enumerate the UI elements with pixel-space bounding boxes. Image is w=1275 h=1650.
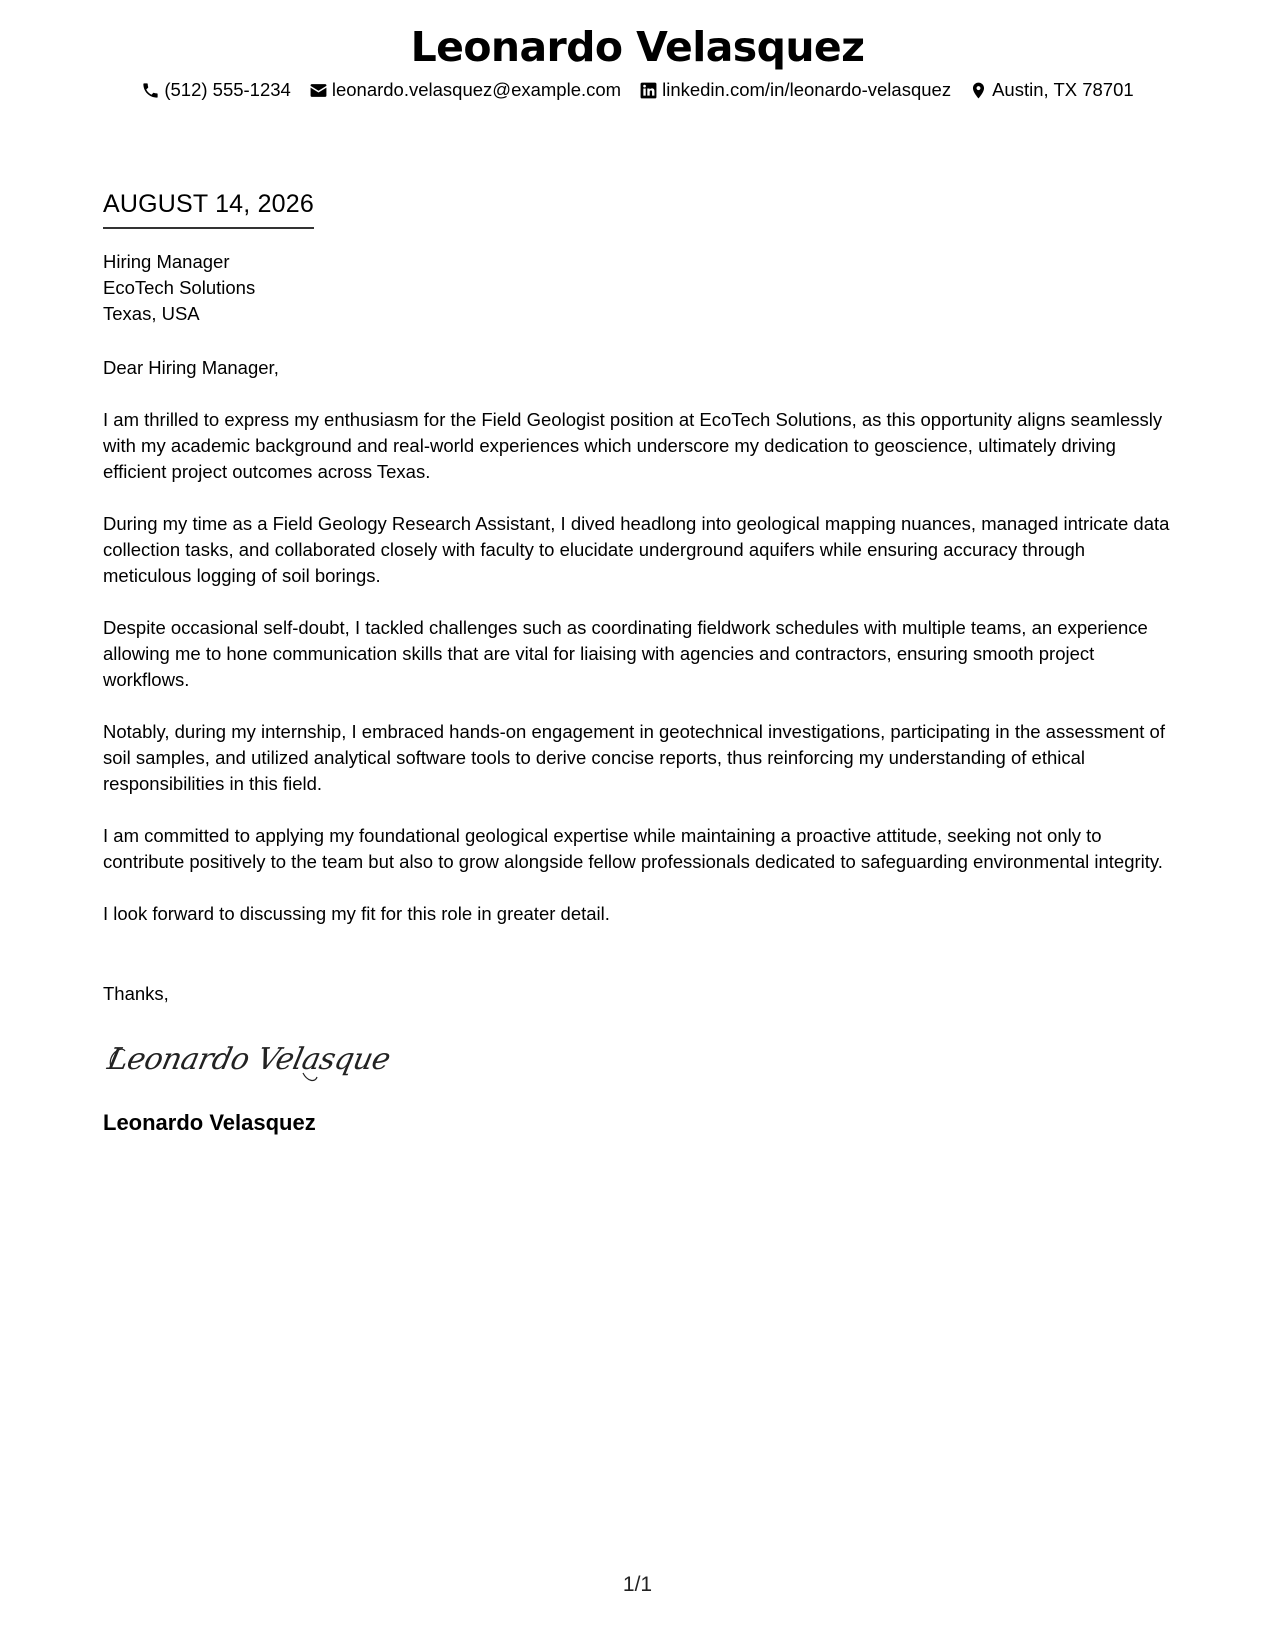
- body-paragraph: During my time as a Field Geology Research Assistant, I dived headlong into geological mapping nuances, managed intricate data collection tasks, and collaborated closely with faculty to elucidate underground aquifers while ensuring accuracy through meticulous logging of soil borings.: [103, 513, 1170, 586]
- letter-header: [0, 22, 1275, 102]
- contact-location: [969, 78, 1134, 102]
- handwritten-signature: [103, 1037, 1178, 1087]
- phone-text: (512) 555-1234: [164, 79, 291, 100]
- page-number: 1/1: [622, 1573, 653, 1596]
- body-paragraph: Notably, during my internship, I embraced hands-on engagement in geotechnical investigations, participating in the assessment of soil samples, and utilized analytical software tools to derive concise reports, thus reinforcing my understanding of ethical responsibilities in this field.: [103, 721, 1165, 794]
- contact-email[interactable]: [309, 78, 621, 102]
- closing: Thanks,: [103, 983, 169, 1004]
- body-paragraph: I am thrilled to express my enthusiasm for the Field Geologist position at EcoTech Solutions, as this opportunity aligns seamlessly with my academic background and real-world experiences which underscore my dedication to geoscience, ultimately driving efficient project outcomes across Texas.: [103, 409, 1163, 482]
- recipient-title: Hiring Manager: [103, 251, 230, 272]
- email-text: leonardo.velasquez@example.com: [331, 79, 622, 100]
- map-pin-icon: [969, 81, 988, 100]
- salutation: Dear Hiring Manager,: [103, 357, 279, 378]
- signature-image: [103, 1037, 394, 1087]
- body-paragraph: I am committed to applying my foundational geological expertise while maintaining a proactive attitude, seeking not only to contribute positively to the team but also to grow alongside fellow professionals dedicated to safeguarding environmental integrity.: [103, 825, 1163, 872]
- contact-linkedin[interactable]: [639, 78, 951, 102]
- phone-icon: [141, 81, 160, 100]
- signed-name: Leonardo Velasquez: [103, 1110, 316, 1135]
- location-text: Austin, TX 78701: [992, 79, 1134, 100]
- linkedin-icon: [639, 81, 658, 100]
- body-paragraph: I look forward to discussing my fit for this role in greater detail.: [103, 903, 610, 924]
- letter-date: AUGUST 14, 2026: [103, 187, 314, 229]
- envelope-icon: [309, 81, 328, 100]
- letter-body: [103, 187, 1178, 1137]
- contact-phone[interactable]: [141, 78, 291, 102]
- recipient-company: EcoTech Solutions: [103, 277, 256, 298]
- svg-text:Leonardo Velasque: Leonardo Velasque: [104, 1042, 394, 1077]
- body-paragraph: Despite occasional self-doubt, I tackled challenges such as coordinating fieldwork schedules with multiple teams, an experience allowing me to hone communication skills that are vital for liaising with agencies and contractors, ensuring smooth project workflows.: [103, 617, 1148, 690]
- applicant-name: Leonardo Velasquez: [410, 23, 865, 71]
- recipient-location: Texas, USA: [103, 303, 200, 324]
- contact-bar: [0, 78, 1275, 102]
- recipient-block: [103, 249, 1178, 327]
- linkedin-text: linkedin.com/in/leonardo-velasquez: [662, 79, 952, 100]
